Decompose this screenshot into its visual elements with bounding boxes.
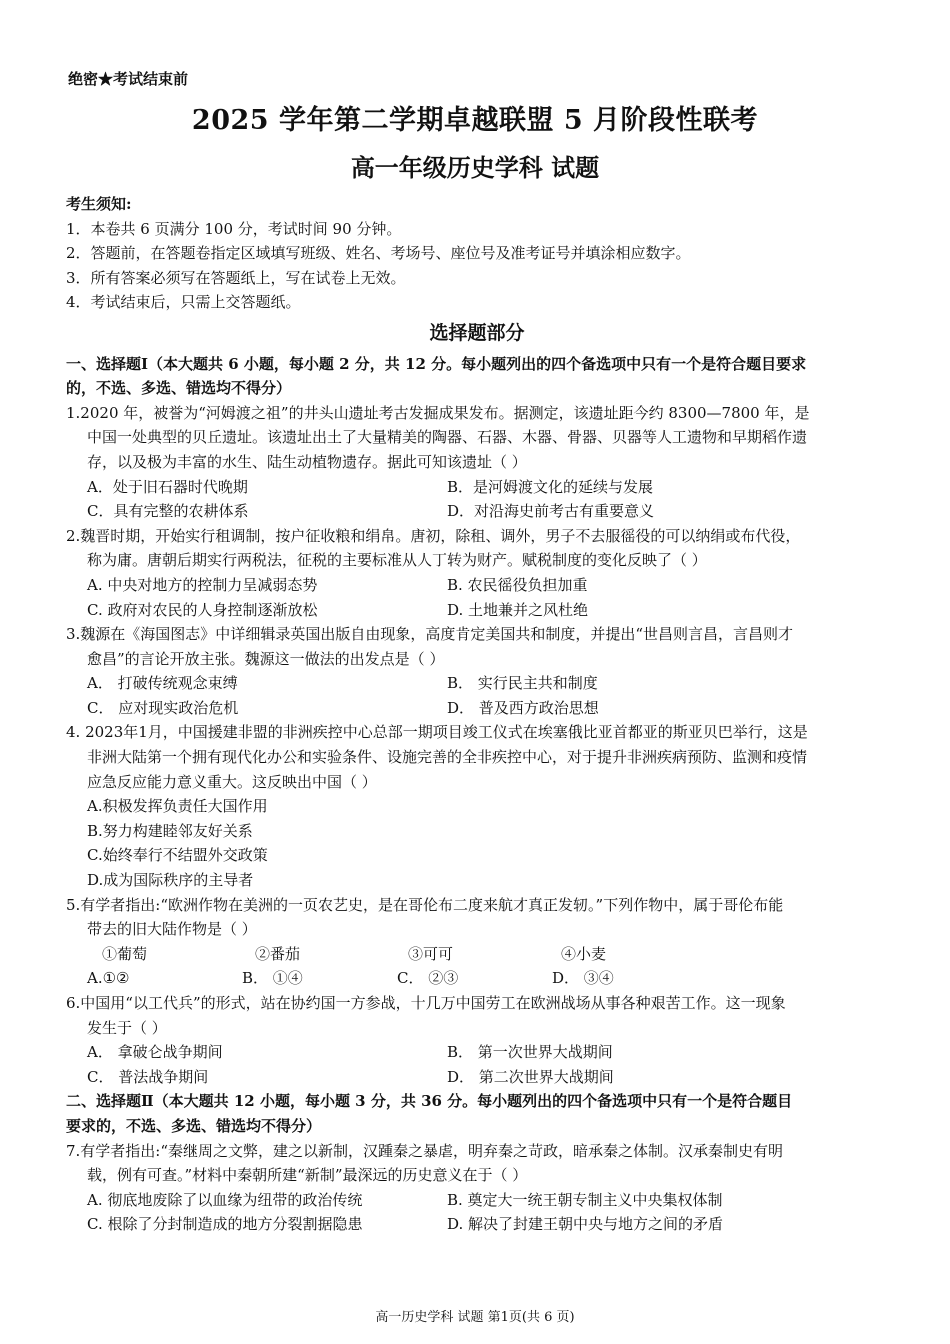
question-6 <box>66 991 888 1089</box>
crop-item: ①葡萄 <box>102 944 148 963</box>
option-a: A． 拿破仑战争期间 <box>87 1043 223 1062</box>
question-text: 2.魏晋时期，开始实行租调制，按户征收粮和绢帛。唐初，除租、调外，男子不去服徭役的可以纳绢或布代役， <box>66 526 801 545</box>
question-text: 存，以及极为丰富的水生、陆生动植物遗存。据此可知该遗址（ ） <box>87 452 527 471</box>
option-a: A.积极发挥负责任大国作用 <box>87 797 268 816</box>
option-b: B． 第一次世界大战期间 <box>447 1043 613 1062</box>
option-c: C．具有完整的农耕体系 <box>87 502 249 521</box>
question-5 <box>66 893 888 991</box>
option-a: A．处于旧石器时代晚期 <box>87 477 248 496</box>
notice-heading: 考生须知: <box>66 195 132 213</box>
notice-item: 2．答题前，在答题卷指定区域填写班级、姓名、考场号、座位号及准考证号并填涂相应数字。 <box>66 244 691 263</box>
notice-item: 1．本卷共 6 页满分 100 分，考试时间 90 分钟。 <box>66 219 402 238</box>
page-footer: 高一历史学科 试题 第1页(共 6 页) <box>375 1310 575 1325</box>
confidential-label: 绝密★考试结束前 <box>68 70 189 88</box>
question-3 <box>66 622 888 720</box>
question-1 <box>66 401 888 524</box>
question-text: 5.有学者指出:“欧洲作物在美洲的一页农艺史，是在哥伦布二度来航才真正发轫。”下列作物中，属于哥伦布能 <box>66 895 784 914</box>
option-a: A． 打破传统观念束缚 <box>87 674 238 693</box>
option-b: B. 农民徭役负担加重 <box>447 575 588 594</box>
question-text: 3.魏源在《海国图志》中详细辑录英国出版自由现象，高度肯定美国共和制度，并提出“世昌则言昌，言昌则才 <box>66 625 793 644</box>
question-7 <box>66 1139 888 1237</box>
exam-content <box>66 192 888 1237</box>
part2-heading-cont: 要求的，不选、多选、错选均不得分） <box>66 1116 322 1135</box>
option-d: D． 普及西方政治思想 <box>447 698 599 717</box>
question-2 <box>66 524 888 622</box>
option-d: D.成为国际秩序的主导者 <box>87 871 254 890</box>
question-text: 载，例有可查。”材料中秦朝所建“新制”最深远的历史意义在于（ ） <box>87 1166 528 1185</box>
notice-item: 4．考试结束后，只需上交答题纸。 <box>66 293 301 312</box>
option-d: D. 土地兼并之风杜绝 <box>447 600 589 619</box>
option-c: C. 根除了分封制造成的地方分裂割据隐患 <box>87 1215 363 1234</box>
crop-item: ③可可 <box>408 944 454 963</box>
question-text: 称为庸。唐朝后期实行两税法，征税的主要标准从人丁转为财产。赋税制度的变化反映了（ ） <box>87 551 707 570</box>
question-text: 7.有学者指出:“秦继周之文弊，建之以新制，汉踵秦之暴虐，明弃秦之苛政，暗承秦之体制。汉承秦制史有明 <box>66 1141 784 1160</box>
option-b: B. 奠定大一统王朝专制主义中央集权体制 <box>447 1190 723 1209</box>
option-d: D． 第二次世界大战期间 <box>447 1067 614 1086</box>
option-b: B．是河姆渡文化的延续与发展 <box>447 477 654 496</box>
option-c: C.始终奉行不结盟外交政策 <box>87 846 268 865</box>
option-b: B． 实行民主共和制度 <box>447 674 598 693</box>
question-text: 愈昌”的言论开放主张。魏源这一做法的出发点是（ ） <box>87 649 445 668</box>
option-b: B． ①④ <box>242 969 303 988</box>
option-d: D．对沿海史前考古有重要意义 <box>447 502 655 521</box>
option-c: C． 应对现实政治危机 <box>87 698 239 717</box>
part1-heading: 一、选择题Ⅰ（本大题共 6 小题，每小题 2 分，共 12 分。每小题列出的四个备选项中只有一个是符合题目要求 <box>66 354 807 373</box>
option-b: B.努力构建睦邻友好关系 <box>87 821 253 840</box>
question-text: 1.2020 年，被誉为“河姆渡之祖”的井头山遗址考古发掘成果发布。据测定，该遗址距今约 8300—7800 年，是 <box>66 403 810 422</box>
option-c: C． ②③ <box>397 969 459 988</box>
part1-heading-cont: 的，不选、多选、错选均不得分） <box>66 379 292 398</box>
question-text: 应急反应能力意义重大。这反映出中国（ ） <box>87 772 377 791</box>
question-text: 非洲大陆第一个拥有现代化办公和实验条件、设施完善的全非疾控中心，对于提升非洲疾病预防、监测和疫情 <box>87 748 808 767</box>
question-text: 4. 2023年1月，中国援建非盟的非洲疾控中心总部一期项目竣工仪式在埃塞俄比亚首都亚的斯亚贝巴举行，这是 <box>66 723 808 742</box>
question-text: 中国一处典型的贝丘遗址。该遗址出土了大量精美的陶器、石器、木器、骨器、贝器等人工遗物和早期稻作遗 <box>87 428 808 447</box>
option-a: A. 中央对地方的控制力呈减弱态势 <box>87 575 318 594</box>
question-text: 6.中国用“以工代兵”的形式，站在协约国一方参战，十几万中国劳工在欧洲战场从事各种艰苦工作。这一现象 <box>66 994 786 1012</box>
crop-item: ②番茄 <box>255 944 301 963</box>
question-text: 发生于（ ） <box>87 1018 167 1037</box>
option-c: C. 政府对农民的人身控制逐渐放松 <box>87 600 318 619</box>
notice-item: 3．所有答案必须写在答题纸上，写在试卷上无效。 <box>66 268 406 287</box>
option-a: A.①② <box>87 969 130 988</box>
option-d: D. 解决了封建王朝中央与地方之间的矛盾 <box>447 1215 724 1234</box>
option-d: D． ③④ <box>552 969 614 988</box>
question-4 <box>66 720 888 892</box>
part2-heading: 二、选择题Ⅱ（本大题共 12 小题，每小题 3 分，共 36 分。每小题列出的四个备选项中只有一个是符合题目 <box>66 1092 793 1111</box>
section-title: 选择题部分 <box>429 321 525 344</box>
exam-title: 2025 学年第二学期卓越联盟 5 月阶段性联考 <box>191 105 759 136</box>
crop-item: ④小麦 <box>561 944 607 963</box>
option-a: A. 彻底地废除了以血缘为纽带的政治传统 <box>87 1190 363 1209</box>
exam-subtitle: 高一年级历史学科 试题 <box>350 153 600 182</box>
option-c: C． 普法战争期间 <box>87 1067 209 1086</box>
question-text: 带去的旧大陆作物是（ ） <box>87 920 257 939</box>
